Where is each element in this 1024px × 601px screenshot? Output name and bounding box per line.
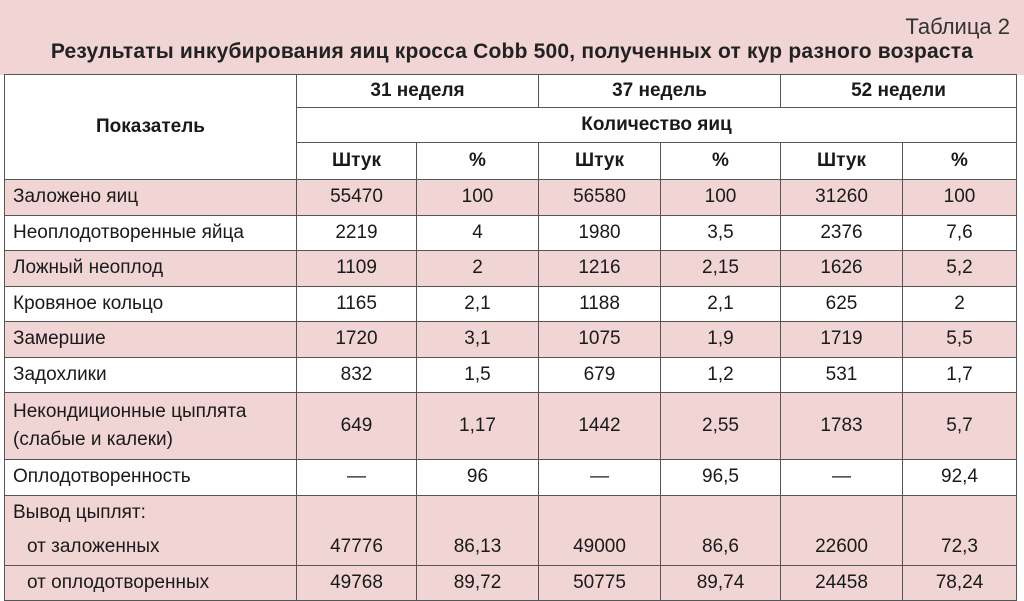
cell: 1,2 (661, 357, 781, 393)
cell: 1720 (297, 322, 417, 358)
cell: 1165 (297, 286, 417, 322)
cell: 2376 (781, 215, 903, 251)
cell (297, 495, 417, 530)
cell: 92,4 (903, 460, 1017, 496)
cell: 78,24 (903, 565, 1017, 601)
cell: 50775 (539, 565, 661, 601)
cell: 1442 (539, 393, 661, 460)
cell: 49768 (297, 565, 417, 601)
cell: 4 (417, 215, 539, 251)
row-label: Кровяное кольцо (5, 286, 297, 322)
cell: 49000 (539, 530, 661, 565)
cell: 2,55 (661, 393, 781, 460)
table-row (5, 322, 1017, 358)
cell: 2219 (297, 215, 417, 251)
cell (781, 495, 903, 530)
table-row (5, 460, 1017, 496)
cell: 1216 (539, 251, 661, 287)
cell: 22600 (781, 530, 903, 565)
row-label: Оплодотворенность (5, 460, 297, 496)
header-row-groups (5, 75, 1017, 108)
group-header-52: 52 недели (781, 75, 1017, 108)
row-label: от оплодотворенных (5, 565, 297, 601)
cell: 5,2 (903, 251, 1017, 287)
cell: 649 (297, 393, 417, 460)
row-label: от заложенных (5, 530, 297, 565)
unit-header: % (903, 143, 1017, 180)
cell: 1626 (781, 251, 903, 287)
table-number: Таблица 2 (905, 14, 1010, 39)
cell: 2 (417, 251, 539, 287)
table-row (5, 251, 1017, 287)
cell: 96 (417, 460, 539, 496)
unit-header: Штук (539, 143, 661, 180)
table-row (5, 565, 1017, 601)
cell: 1980 (539, 215, 661, 251)
cell: 679 (539, 357, 661, 393)
cell: 31260 (781, 180, 903, 216)
row-label-line: Некондиционные цыплята (13, 401, 247, 422)
cell: 55470 (297, 180, 417, 216)
cell: 2,1 (417, 286, 539, 322)
cell: 100 (417, 180, 539, 216)
cell (661, 495, 781, 530)
cell: 72,3 (903, 530, 1017, 565)
unit-header: % (417, 143, 539, 180)
unit-header: Штук (297, 143, 417, 180)
row-label: Замершие (5, 322, 297, 358)
cell: 100 (903, 180, 1017, 216)
group-header-37: 37 недель (539, 75, 781, 108)
table-caption: Результаты инкубирования яиц кросса Cobb 500, полученных от кур разного возраста (50, 40, 974, 63)
cell: 1188 (539, 286, 661, 322)
cell: 1,7 (903, 357, 1017, 393)
cell (417, 495, 539, 530)
cell: 56580 (539, 180, 661, 216)
table-row (5, 215, 1017, 251)
table-row-group-header (5, 495, 1017, 530)
cell: 5,5 (903, 322, 1017, 358)
cell: 24458 (781, 565, 903, 601)
cell: 96,5 (661, 460, 781, 496)
row-label: Ложный неоплод (5, 251, 297, 287)
cell: 1109 (297, 251, 417, 287)
cell: 531 (781, 357, 903, 393)
cell: 1783 (781, 393, 903, 460)
cell: 89,74 (661, 565, 781, 601)
cell: 86,6 (661, 530, 781, 565)
cell: 2,1 (661, 286, 781, 322)
cell: 89,72 (417, 565, 539, 601)
row-label: Неоплодотворенные яйца (5, 215, 297, 251)
cell: 5,7 (903, 393, 1017, 460)
row-label: Заложено яиц (5, 180, 297, 216)
cell: 47776 (297, 530, 417, 565)
unit-header: Штук (781, 143, 903, 180)
cell: 3,1 (417, 322, 539, 358)
cell: 832 (297, 357, 417, 393)
cell: — (539, 460, 661, 496)
table-row (5, 180, 1017, 216)
quantity-header: Количество яиц (297, 108, 1017, 143)
indicator-header: Показатель (5, 75, 297, 180)
cell: — (781, 460, 903, 496)
cell: 1075 (539, 322, 661, 358)
cell: 86,13 (417, 530, 539, 565)
cell: 1,9 (661, 322, 781, 358)
cell: 625 (781, 286, 903, 322)
cell: 100 (661, 180, 781, 216)
incubation-results-table (4, 74, 1017, 601)
cell: 1,17 (417, 393, 539, 460)
group-header-31: 31 неделя (297, 75, 539, 108)
cell: 2,15 (661, 251, 781, 287)
table-row (5, 530, 1017, 565)
cell (539, 495, 661, 530)
cell: 1,5 (417, 357, 539, 393)
table-row (5, 393, 1017, 460)
cell: 7,6 (903, 215, 1017, 251)
row-label-line: (слабые и калеки) (13, 429, 173, 450)
cell: 3,5 (661, 215, 781, 251)
row-label: Задохлики (5, 357, 297, 393)
unit-header: % (661, 143, 781, 180)
cell (903, 495, 1017, 530)
cell: 2 (903, 286, 1017, 322)
table-row (5, 286, 1017, 322)
table-row (5, 357, 1017, 393)
row-label: Вывод цыплят: (5, 495, 297, 530)
cell: 1719 (781, 322, 903, 358)
cell: — (297, 460, 417, 496)
row-label (5, 393, 297, 460)
